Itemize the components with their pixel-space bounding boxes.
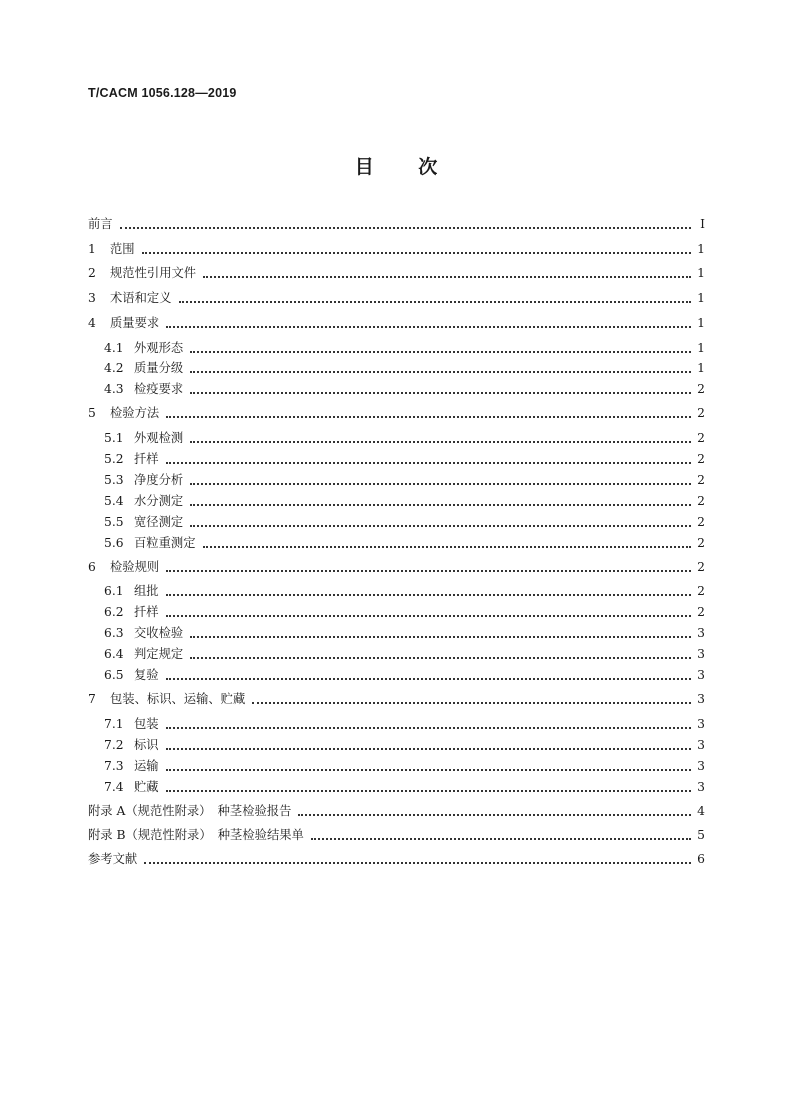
toc-entry-page: 3 — [697, 647, 705, 661]
dot-leader — [166, 569, 691, 572]
toc-entry-page: 1 — [697, 341, 705, 355]
toc-entry-number: 5.6 — [104, 536, 124, 550]
dot-leader — [166, 614, 691, 617]
dot-leader — [179, 300, 692, 303]
dot-leader — [166, 461, 691, 464]
toc-entry-page: 3 — [697, 759, 705, 773]
toc-entry-title: 质量分级 — [134, 361, 184, 375]
toc-entry[interactable] — [104, 665, 705, 685]
dot-leader — [190, 656, 691, 659]
dot-leader — [144, 861, 691, 864]
toc-entry-title: 复验 — [134, 668, 159, 682]
toc-entry[interactable] — [88, 849, 705, 869]
toc-entry-page: 3 — [697, 738, 705, 752]
toc-entry-title: 外观形态 — [134, 341, 184, 355]
toc-entry[interactable] — [104, 379, 705, 399]
toc-entry-number: 6.1 — [104, 584, 124, 598]
toc-entry[interactable] — [88, 801, 705, 821]
toc-entry-number: 7.4 — [104, 780, 124, 794]
dot-leader — [203, 275, 691, 278]
toc-entry-title: 判定规定 — [134, 647, 184, 661]
toc-entry[interactable] — [104, 581, 705, 601]
toc-entry-title: 百粒重测定 — [134, 536, 196, 550]
toc-entry-number: 5.4 — [104, 494, 124, 508]
toc-entry-title: 宽径测定 — [134, 515, 184, 529]
toc-entry-number: 5.5 — [104, 515, 124, 529]
toc-entry-title: 参考文献 — [88, 852, 138, 866]
dot-leader — [166, 789, 691, 792]
toc-entry-title: 规范性引用文件 — [110, 266, 197, 280]
toc-entry-page: 4 — [697, 804, 705, 818]
toc-entry-page: 3 — [697, 717, 705, 731]
toc-entry-page: 2 — [697, 494, 705, 508]
toc-entry-number: 2 — [88, 266, 96, 280]
toc-entry-title: 水分测定 — [134, 494, 184, 508]
toc-entry-number: 4.2 — [104, 361, 124, 375]
toc-entry-number: 7 — [88, 692, 96, 706]
toc-entry-title: 检疫要求 — [134, 382, 184, 396]
toc-entry-number: 7.3 — [104, 759, 124, 773]
dot-leader — [166, 325, 691, 328]
toc-entry-page: 3 — [697, 780, 705, 794]
dot-leader — [190, 635, 691, 638]
toc-entry-page: 1 — [697, 242, 705, 256]
toc-entry[interactable] — [104, 533, 705, 553]
toc-entry-page: 3 — [697, 626, 705, 640]
dot-leader — [166, 677, 691, 680]
toc-entry-page: 5 — [697, 828, 705, 842]
toc-entry-number: 5.3 — [104, 473, 124, 487]
toc-entry[interactable] — [104, 449, 705, 469]
dot-leader — [166, 415, 691, 418]
toc-entry-title: 交收检验 — [134, 626, 184, 640]
toc-entry-title: 术语和定义 — [110, 291, 172, 305]
toc-entry-page: 2 — [697, 406, 705, 420]
toc-entry-page: 1 — [697, 266, 705, 280]
toc-entry-title: 范围 — [110, 242, 135, 256]
toc-entry[interactable] — [104, 512, 705, 532]
toc-entry-page: 3 — [697, 668, 705, 682]
toc-entry-page: 6 — [697, 852, 705, 866]
toc-entry-number: 7.2 — [104, 738, 124, 752]
dot-leader — [190, 524, 691, 527]
toc-entry-title: 包装、标识、运输、贮藏 — [110, 692, 246, 706]
toc-entry[interactable] — [88, 825, 705, 845]
toc-entry-title: 检验方法 — [110, 406, 160, 420]
toc-entry-page: 3 — [697, 692, 705, 706]
toc-entry[interactable] — [88, 313, 705, 333]
toc-entry-title: 运输 — [134, 759, 159, 773]
toc-entry-title: 附录 A（规范性附录） 种茎检验报告 — [88, 804, 292, 818]
toc-entry-page: Ⅰ — [700, 217, 705, 231]
toc-entry-number: 6.3 — [104, 626, 124, 640]
toc-entry-title: 贮藏 — [134, 780, 159, 794]
toc-entry-page: 2 — [697, 452, 705, 466]
toc-entry-page: 2 — [697, 536, 705, 550]
toc-entry[interactable] — [104, 470, 705, 490]
toc-entry[interactable] — [104, 714, 705, 734]
toc-entry-title: 检验规则 — [110, 560, 160, 574]
dot-leader — [190, 482, 691, 485]
toc-entry-page: 2 — [697, 584, 705, 598]
toc-entry[interactable] — [104, 428, 705, 448]
dot-leader — [166, 726, 691, 729]
toc-entry[interactable] — [88, 214, 705, 234]
toc-entry[interactable] — [104, 756, 705, 776]
toc-entry[interactable] — [88, 263, 705, 283]
toc-entry-number: 6 — [88, 560, 96, 574]
standard-code: T/CACM 1056.128—2019 — [88, 86, 237, 100]
toc-entry[interactable] — [104, 623, 705, 643]
toc-entry-title: 扦样 — [134, 605, 159, 619]
dot-leader — [190, 503, 691, 506]
toc-entry-title: 组批 — [134, 584, 159, 598]
toc-entry-title: 前言 — [88, 217, 113, 231]
toc-entry-page: 2 — [697, 382, 705, 396]
toc-entry-page: 2 — [697, 560, 705, 574]
toc-entry-title: 包装 — [134, 717, 159, 731]
dot-leader — [252, 701, 691, 704]
toc-entry-number: 1 — [88, 242, 96, 256]
toc-entry-page: 2 — [697, 473, 705, 487]
toc-entry-number: 3 — [88, 291, 96, 305]
dot-leader — [166, 768, 691, 771]
dot-leader — [166, 593, 691, 596]
toc-entry[interactable] — [104, 644, 705, 664]
toc-entry-number: 4.1 — [104, 341, 124, 355]
toc-entry-title: 标识 — [134, 738, 159, 752]
toc-entry-number: 6.2 — [104, 605, 124, 619]
dot-leader — [190, 391, 691, 394]
toc-entry[interactable] — [88, 557, 705, 577]
dot-leader — [142, 251, 691, 254]
dot-leader — [190, 440, 691, 443]
page-title: 目 次 — [354, 156, 438, 178]
toc-entry-page: 1 — [697, 316, 705, 330]
toc-entry-number: 5.1 — [104, 431, 124, 445]
toc-entry-page: 2 — [697, 431, 705, 445]
toc-entry-page: 2 — [697, 605, 705, 619]
toc-entry[interactable] — [104, 338, 705, 358]
toc-entry-title: 附录 B（规范性附录） 种茎检验结果单 — [88, 828, 304, 842]
toc-entry-number: 6.5 — [104, 668, 124, 682]
toc-entry[interactable] — [104, 358, 705, 378]
toc-entry-number: 5 — [88, 406, 96, 420]
toc-entry[interactable] — [88, 239, 705, 259]
dot-leader — [190, 370, 691, 373]
toc-entry[interactable] — [104, 735, 705, 755]
dot-leader — [190, 350, 691, 353]
toc-entry-number: 4.3 — [104, 382, 124, 396]
dot-leader — [298, 813, 691, 816]
dot-leader — [166, 747, 691, 750]
dot-leader — [203, 545, 692, 548]
toc-entry-number: 5.2 — [104, 452, 124, 466]
toc-entry[interactable] — [104, 777, 705, 797]
dot-leader — [311, 837, 691, 840]
dot-leader — [120, 226, 691, 229]
toc-entry-page: 1 — [697, 291, 705, 305]
toc-entry[interactable] — [88, 689, 705, 709]
toc-entry-title: 净度分析 — [134, 473, 184, 487]
toc-entry-title: 外观检测 — [134, 431, 184, 445]
toc-entry-title: 质量要求 — [110, 316, 160, 330]
toc-entry[interactable] — [104, 491, 705, 511]
toc-entry-page: 1 — [697, 361, 705, 375]
toc-entry-number: 6.4 — [104, 647, 124, 661]
toc-entry[interactable] — [104, 602, 705, 622]
toc-entry[interactable] — [88, 403, 705, 423]
toc-entry-page: 2 — [697, 515, 705, 529]
toc-entry-title: 扦样 — [134, 452, 159, 466]
toc-entry-number: 4 — [88, 316, 96, 330]
toc-entry[interactable] — [88, 288, 705, 308]
toc-entry-number: 7.1 — [104, 717, 124, 731]
